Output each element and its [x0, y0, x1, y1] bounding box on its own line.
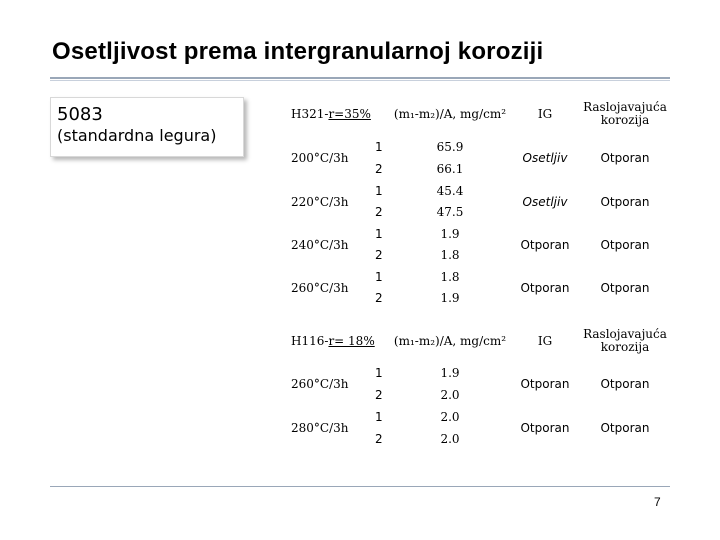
table-condition-label: [285, 92, 390, 136]
footer-rule: [50, 486, 670, 487]
condition-prefix: H116-: [291, 334, 329, 348]
mass-loss-cell: 1.8: [440, 248, 460, 262]
mass-loss-cell: 2.0: [440, 432, 460, 446]
condition-reduction: r= 18%: [328, 334, 375, 348]
table-row: [285, 136, 670, 158]
mass-loss-cell: 66.1: [436, 162, 464, 176]
table-condition-label: [285, 320, 390, 362]
exfoliation-cell: Otporan: [600, 280, 650, 295]
title-underline-secondary: [50, 80, 670, 81]
sample-cell: 2: [375, 205, 383, 219]
sample-cell: 2: [375, 162, 383, 176]
slide-title: Osetljivost prema intergranularnoj koroziji: [52, 38, 544, 65]
sample-cell: 2: [375, 432, 383, 446]
mass-loss-cell: 1.9: [440, 291, 460, 305]
table-h321: [285, 92, 670, 309]
sample-cell: 2: [375, 388, 383, 402]
sample-cell: 1: [375, 183, 383, 198]
mass-loss-cell: 1.9: [440, 226, 460, 241]
exfoliation-cell: Otporan: [600, 194, 650, 209]
mass-loss-cell: 45.4: [436, 183, 464, 198]
title-underline: [50, 77, 670, 79]
mass-loss-cell: 1.9: [440, 366, 460, 380]
temperature-cell: 220°C/3h: [291, 194, 349, 209]
table-row: [285, 180, 670, 201]
exfoliation-cell: Otporan: [600, 237, 650, 252]
alloy-description: (standardna legura): [57, 126, 217, 145]
mass-loss-cell: 47.5: [436, 205, 464, 219]
ig-cell: Otporan: [520, 377, 570, 391]
temperature-cell: 280°C/3h: [291, 421, 349, 435]
table-row: [285, 223, 670, 244]
table-row: [285, 362, 670, 384]
ig-cell: Otporan: [520, 421, 570, 435]
condition-reduction: r=35%: [328, 107, 371, 121]
sample-cell: 1: [375, 269, 383, 284]
column-header-mass-loss: (m₁-m₂)/A, mg/cm²: [393, 106, 507, 121]
sample-cell: 1: [375, 410, 383, 424]
mass-loss-cell: 65.9: [436, 140, 464, 154]
ig-cell: Otporan: [520, 280, 570, 295]
mass-loss-cell: 1.8: [440, 269, 460, 284]
condition-prefix: H321-: [291, 107, 329, 121]
sample-cell: 1: [375, 366, 383, 380]
mass-loss-cell: 2.0: [440, 410, 460, 424]
sample-cell: 1: [375, 140, 383, 154]
page-number: 7: [654, 495, 661, 509]
temperature-cell: 260°C/3h: [291, 280, 349, 295]
mass-loss-cell: 2.0: [440, 388, 460, 402]
ig-cell: Osetljiv: [522, 194, 568, 209]
table-h116: [285, 320, 670, 450]
column-header-exfoliation: Raslojavajuća korozija: [583, 327, 667, 354]
ig-cell: Osetljiv: [522, 151, 568, 165]
temperature-cell: 240°C/3h: [291, 237, 349, 252]
column-header-ig: IG: [537, 106, 553, 121]
alloy-box: [50, 97, 244, 157]
exfoliation-cell: Otporan: [600, 421, 650, 435]
column-header-ig: IG: [537, 333, 553, 348]
column-header-mass-loss: (m₁-m₂)/A, mg/cm²: [393, 333, 507, 348]
ig-cell: Otporan: [520, 237, 570, 252]
sample-cell: 2: [375, 248, 383, 262]
temperature-cell: 260°C/3h: [291, 377, 349, 391]
table-row: [285, 266, 670, 287]
column-header-exfoliation: Raslojavajuća korozija: [583, 100, 667, 127]
exfoliation-cell: Otporan: [600, 151, 650, 165]
table-header-row: [285, 320, 670, 362]
sample-cell: 1: [375, 226, 383, 241]
sample-cell: 2: [375, 291, 383, 305]
table-header-row: [285, 92, 670, 136]
exfoliation-cell: Otporan: [600, 377, 650, 391]
alloy-name: 5083: [57, 104, 103, 125]
temperature-cell: 200°C/3h: [291, 151, 349, 165]
table-row: [285, 406, 670, 428]
